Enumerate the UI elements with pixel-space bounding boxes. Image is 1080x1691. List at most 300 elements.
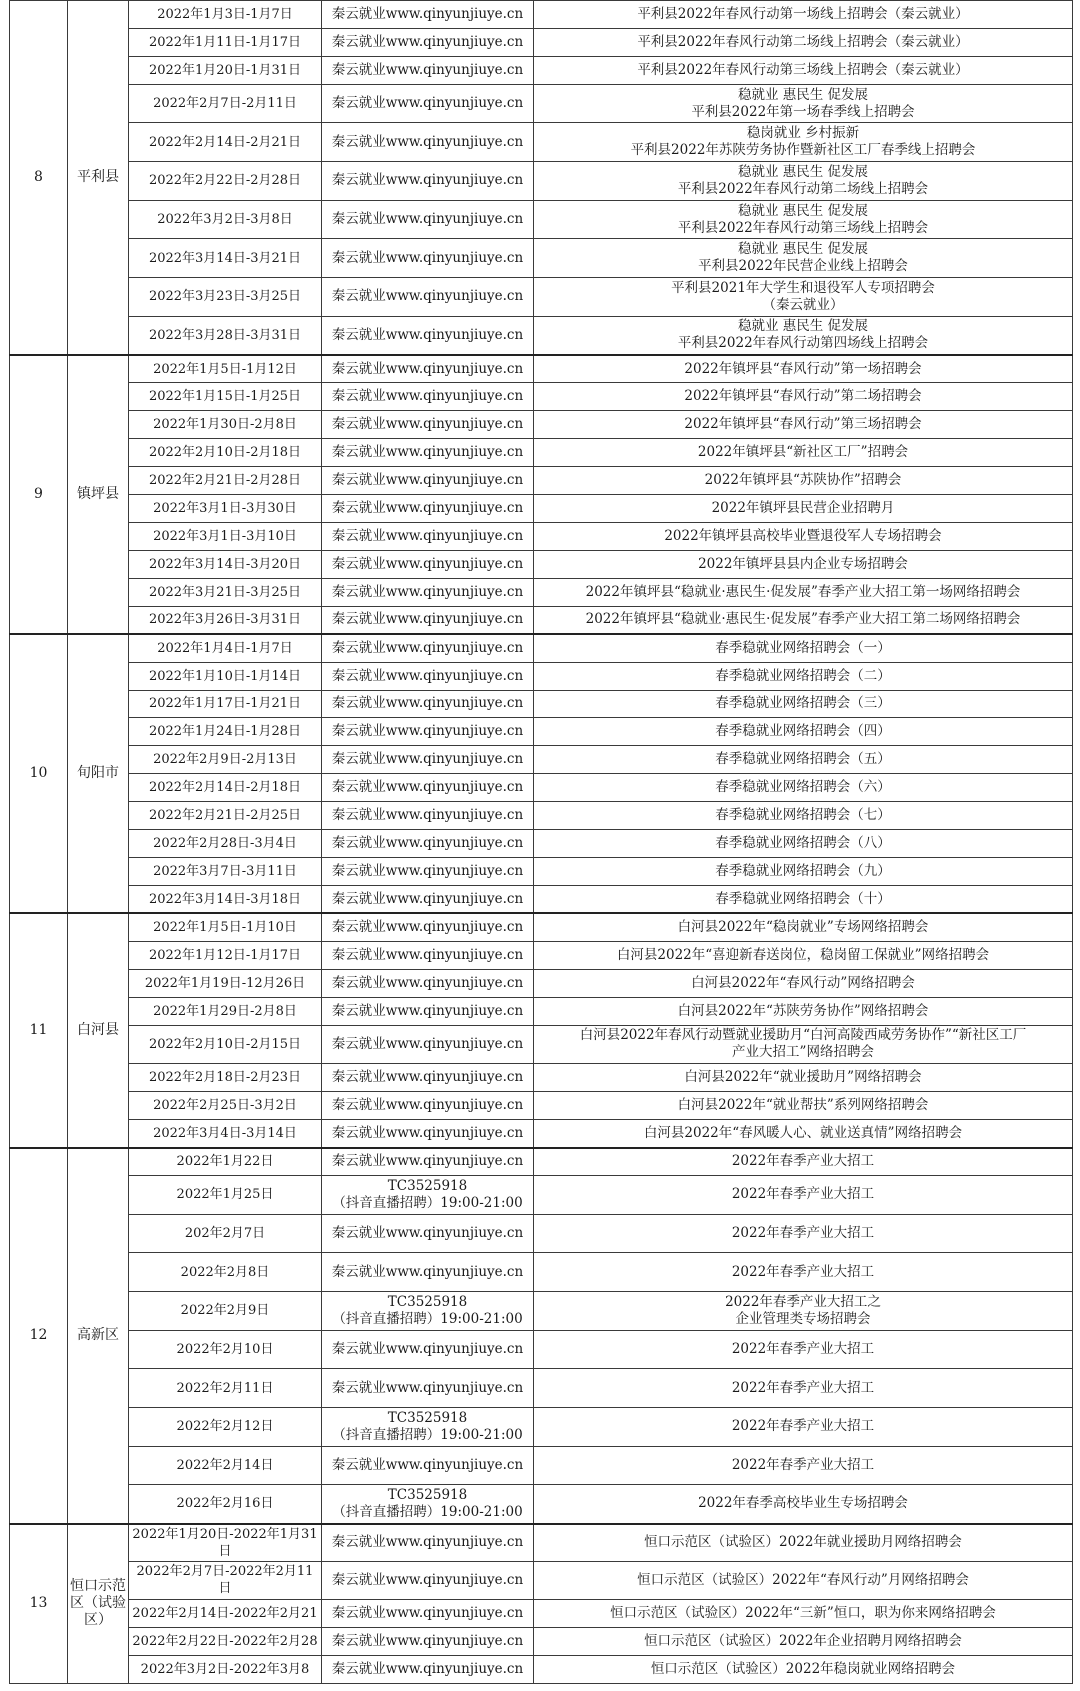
cell-line: 秦云就业www.qinyunjiuye.cn: [331, 1097, 524, 1114]
table-row: [10, 355, 1073, 383]
table-row: [10, 606, 1073, 634]
event-name: [534, 467, 1073, 495]
cell-line: 平利县2022年春风行动第二场线上招聘会: [677, 180, 929, 197]
event-time: 2022年2月10日-2月18日: [129, 439, 322, 467]
cell-line: 秦云就业www.qinyunjiuye.cn: [331, 527, 524, 544]
cell-line: 2022年春季产业大招工: [731, 1186, 875, 1203]
event-platform: [322, 718, 534, 746]
cell-line: 秦云就业www.qinyunjiuye.cn: [331, 388, 524, 405]
cell-line: 2022年春季产业大招工: [731, 1456, 875, 1473]
cell-line: 秦云就业www.qinyunjiuye.cn: [331, 1660, 524, 1677]
cell-line: 2022年镇坪县“苏陕协作”招聘会: [704, 472, 902, 489]
table-row: [10, 941, 1073, 969]
event-name: [534, 56, 1073, 84]
table-row: [10, 1485, 1073, 1524]
cell-line: 秦云就业www.qinyunjiuye.cn: [331, 172, 524, 189]
table-row: [10, 746, 1073, 774]
cell-line: 恒口示范区（试验区）2022年就业援助月网络招聘会: [644, 1534, 962, 1551]
cell-line: 春季稳就业网络招聘会（一）: [715, 639, 891, 656]
cell-line: 白河县2022年“喜迎新春送岗位，稳岗留工保就业”网络招聘会: [616, 946, 990, 963]
event-name: [534, 550, 1073, 578]
event-platform: [322, 411, 534, 439]
cell-line: 秦云就业www.qinyunjiuye.cn: [331, 1035, 524, 1052]
event-platform: [322, 239, 534, 278]
table-row: [10, 1214, 1073, 1253]
cell-line: 平利县2022年春风行动第二场线上招聘会（秦云就业）: [637, 33, 969, 50]
event-time: 2022年1月25日: [129, 1175, 322, 1214]
event-time: 2022年2月7日-2022年2月11日: [129, 1562, 322, 1600]
cell-line: TC3525918: [387, 1486, 468, 1503]
event-platform: [322, 578, 534, 606]
table-row: [10, 1253, 1073, 1292]
event-platform: [322, 941, 534, 969]
event-platform: [322, 56, 534, 84]
table-row: [10, 802, 1073, 830]
event-platform: [322, 662, 534, 690]
table-row: [10, 200, 1073, 239]
event-platform: [322, 606, 534, 634]
cell-line: 平利县2022年苏陕劳务协作暨新社区工厂春季线上招聘会: [630, 142, 976, 159]
event-name: [534, 411, 1073, 439]
cell-line: 平利县2022年春风行动第四场线上招聘会: [677, 335, 929, 352]
event-platform: [322, 1562, 534, 1600]
event-platform: [322, 316, 534, 355]
event-time: 2022年1月20日-2022年1月31日: [129, 1524, 322, 1562]
event-platform: [322, 1446, 534, 1485]
table-row: [10, 662, 1073, 690]
table-row: [10, 467, 1073, 495]
event-platform: [322, 1, 534, 29]
event-time: 2022年1月5日-1月10日: [129, 913, 322, 941]
event-name: [534, 1291, 1073, 1330]
cell-line: 2022年镇坪县高校毕业暨退役军人专场招聘会: [664, 527, 942, 544]
county-name: 平利县: [68, 1, 129, 355]
event-time: 2022年2月11日: [129, 1369, 322, 1408]
cell-line: 白河县2022年春风行动暨就业援助月“白河高陵西咸劳务协作”“新社区工厂: [579, 1027, 1027, 1044]
event-name: [534, 1064, 1073, 1092]
table-row: [10, 28, 1073, 56]
event-platform: [322, 802, 534, 830]
cell-line: 秦云就业www.qinyunjiuye.cn: [331, 1153, 524, 1170]
event-platform: [322, 550, 534, 578]
cell-line: 2022年镇坪县民营企业招聘月: [711, 500, 895, 517]
cell-line: 平利县2021年大学生和退役军人专项招聘会: [671, 279, 935, 296]
cell-line: 恒口示范区（试验区）2022年“春风行动”月网络招聘会: [637, 1571, 969, 1588]
event-name: [534, 690, 1073, 718]
cell-line: 2022年镇坪县“稳就业·惠民生·促发展”春季产业大招工第一场网络招聘会: [585, 583, 1021, 600]
table-body: [10, 1, 1073, 1684]
event-platform: [322, 634, 534, 662]
event-platform: [322, 1092, 534, 1120]
event-platform: [322, 1369, 534, 1408]
cell-line: 秦云就业www.qinyunjiuye.cn: [331, 416, 524, 433]
cell-line: 秦云就业www.qinyunjiuye.cn: [331, 444, 524, 461]
table-row: [10, 969, 1073, 997]
event-time: 2022年2月21日-2月25日: [129, 802, 322, 830]
event-name: [534, 941, 1073, 969]
event-name: [534, 1253, 1073, 1292]
event-name: [534, 858, 1073, 886]
table-row: [10, 1120, 1073, 1148]
cell-line: 稳就业 惠民生 促发展: [737, 202, 869, 219]
event-time: 2022年2月28日-3月4日: [129, 830, 322, 858]
table-row: [10, 718, 1073, 746]
event-time: 2022年3月26日-3月31日: [129, 606, 322, 634]
table-row: [10, 123, 1073, 162]
event-platform: [322, 495, 534, 523]
event-platform: [322, 200, 534, 239]
cell-line: 秦云就业www.qinyunjiuye.cn: [331, 779, 524, 796]
cell-line: 白河县2022年“春风暖人心、就业送真情”网络招聘会: [643, 1124, 963, 1141]
event-name: [534, 718, 1073, 746]
cell-line: 秦云就业www.qinyunjiuye.cn: [331, 946, 524, 963]
cell-line: 春季稳就业网络招聘会（二）: [715, 667, 891, 684]
cell-line: 白河县2022年“春风行动”网络招聘会: [691, 974, 915, 991]
event-platform: [322, 690, 534, 718]
event-platform: [322, 746, 534, 774]
event-platform: [322, 1291, 534, 1330]
table-row: [10, 1064, 1073, 1092]
cell-line: 秦云就业www.qinyunjiuye.cn: [331, 974, 524, 991]
event-platform: [322, 858, 534, 886]
event-time: 2022年2月7日-2月11日: [129, 84, 322, 123]
event-time: 2022年2月18日-2月23日: [129, 1064, 322, 1092]
table-row: [10, 278, 1073, 317]
cell-line: 企业管理类专场招聘会: [735, 1310, 871, 1327]
cell-line: 秦云就业www.qinyunjiuye.cn: [331, 1069, 524, 1086]
table-row: [10, 1092, 1073, 1120]
cell-line: 2022年镇坪县“春风行动”第二场招聘会: [684, 388, 922, 405]
event-name: [534, 774, 1073, 802]
event-platform: [322, 1655, 534, 1683]
cell-line: 2022年春季产业大招工: [731, 1418, 875, 1435]
event-time: 2022年3月7日-3月11日: [129, 858, 322, 886]
event-name: [534, 1446, 1073, 1485]
event-platform: [322, 1253, 534, 1292]
table-row: [10, 1330, 1073, 1369]
event-platform: [322, 1599, 534, 1627]
cell-line: 平利县2022年春风行动第一场线上招聘会（秦云就业）: [637, 5, 969, 22]
cell-line: 平利县2022年春风行动第三场线上招聘会: [677, 219, 929, 236]
event-name: [534, 439, 1073, 467]
cell-line: 2022年春季产业大招工之: [725, 1293, 881, 1310]
recruitment-schedule-table: [9, 0, 1073, 1684]
event-time: 2022年2月22日-2月28日: [129, 162, 322, 201]
cell-line: 秦云就业www.qinyunjiuye.cn: [331, 500, 524, 517]
cell-line: 秦云就业www.qinyunjiuye.cn: [331, 1571, 524, 1588]
event-time: 2022年2月14日-2月21日: [129, 123, 322, 162]
event-time: 2022年1月11日-1月17日: [129, 28, 322, 56]
event-platform: [322, 1214, 534, 1253]
event-name: [534, 1148, 1073, 1176]
event-name: [534, 355, 1073, 383]
event-time: 2022年3月4日-3月14日: [129, 1120, 322, 1148]
event-name: [534, 1485, 1073, 1524]
event-name: [534, 1214, 1073, 1253]
event-name: [534, 1, 1073, 29]
event-platform: [322, 1407, 534, 1446]
cell-line: 2022年春季产业大招工: [731, 1153, 875, 1170]
table-row: [10, 1148, 1073, 1176]
event-platform: [322, 355, 534, 383]
table-row: [10, 913, 1073, 941]
cell-line: 恒口示范区（试验区）2022年企业招聘月网络招聘会: [644, 1632, 962, 1649]
event-platform: [322, 467, 534, 495]
event-name: [534, 84, 1073, 123]
cell-line: 2022年镇坪县“春风行动”第三场招聘会: [684, 416, 922, 433]
cell-line: （抖音直播招聘）19:00-21:00: [332, 1426, 523, 1443]
cell-line: 秦云就业www.qinyunjiuye.cn: [331, 555, 524, 572]
cell-line: 秦云就业www.qinyunjiuye.cn: [331, 249, 524, 266]
event-time: 2022年3月21日-3月25日: [129, 578, 322, 606]
event-time: 2022年1月29日-2月8日: [129, 997, 322, 1025]
table-row: [10, 316, 1073, 355]
event-name: [534, 383, 1073, 411]
cell-line: 平利县2022年第一场春季线上招聘会: [691, 103, 915, 120]
event-platform: [322, 1485, 534, 1524]
table-row: [10, 162, 1073, 201]
cell-line: 春季稳就业网络招聘会（六）: [715, 779, 891, 796]
cell-line: 秦云就业www.qinyunjiuye.cn: [331, 360, 524, 377]
event-time: 2022年1月4日-1月7日: [129, 634, 322, 662]
event-platform: [322, 1025, 534, 1064]
event-time: 2022年1月15日-1月25日: [129, 383, 322, 411]
table-row: [10, 997, 1073, 1025]
cell-line: 白河县2022年“就业援助月”网络招聘会: [684, 1069, 922, 1086]
cell-line: 秦云就业www.qinyunjiuye.cn: [331, 863, 524, 880]
table-row: [10, 239, 1073, 278]
table-row: [10, 885, 1073, 913]
table-row: [10, 1562, 1073, 1600]
event-time: 2022年2月12日: [129, 1407, 322, 1446]
cell-line: 2022年春季产业大招工: [731, 1340, 875, 1357]
event-platform: [322, 123, 534, 162]
cell-line: 稳就业 惠民生 促发展: [737, 86, 869, 103]
event-time: 2022年3月2日-3月8日: [129, 200, 322, 239]
cell-line: 秦云就业www.qinyunjiuye.cn: [331, 33, 524, 50]
group-number: 13: [10, 1524, 68, 1684]
table-row: [10, 523, 1073, 551]
event-name: [534, 662, 1073, 690]
cell-line: （抖音直播招聘）19:00-21:00: [332, 1194, 523, 1211]
cell-line: 春季稳就业网络招聘会（七）: [715, 807, 891, 824]
table-row: [10, 411, 1073, 439]
cell-line: 秦云就业www.qinyunjiuye.cn: [331, 61, 524, 78]
event-time: 2022年1月24日-1月28日: [129, 718, 322, 746]
table-row: [10, 690, 1073, 718]
cell-line: （秦云就业）: [762, 296, 844, 313]
cell-line: 恒口示范区（试验区）2022年“三新”恒口，职为你来网络招聘会: [610, 1604, 996, 1621]
table-row: [10, 495, 1073, 523]
event-name: [534, 634, 1073, 662]
event-name: [534, 746, 1073, 774]
table-row: [10, 1627, 1073, 1655]
event-time: 2022年2月14日-2022年2月21: [129, 1599, 322, 1627]
event-time: 2022年2月10日: [129, 1330, 322, 1369]
cell-line: 秦云就业www.qinyunjiuye.cn: [331, 1604, 524, 1621]
cell-line: 稳就业 惠民生 促发展: [737, 163, 869, 180]
table-row: [10, 383, 1073, 411]
cell-line: 2022年春季产业大招工: [731, 1379, 875, 1396]
table-row: [10, 439, 1073, 467]
event-time: 2022年3月28日-3月31日: [129, 316, 322, 355]
cell-line: 白河县2022年“就业帮扶”系列网络招聘会: [677, 1097, 929, 1114]
table-row: [10, 1524, 1073, 1562]
cell-line: 稳就业 惠民生 促发展: [737, 241, 869, 258]
cell-line: 秦云就业www.qinyunjiuye.cn: [331, 288, 524, 305]
event-platform: [322, 439, 534, 467]
table-row: [10, 550, 1073, 578]
cell-line: 2022年镇坪县县内企业专场招聘会: [698, 555, 908, 572]
event-platform: [322, 1627, 534, 1655]
cell-line: 春季稳就业网络招聘会（三）: [715, 695, 891, 712]
event-platform: [322, 1330, 534, 1369]
event-time: 2022年1月19日-12月26日: [129, 969, 322, 997]
cell-line: 秦云就业www.qinyunjiuye.cn: [331, 835, 524, 852]
cell-line: 秦云就业www.qinyunjiuye.cn: [331, 1224, 524, 1241]
group-number: 11: [10, 913, 68, 1147]
cell-line: 春季稳就业网络招聘会（四）: [715, 723, 891, 740]
event-name: [534, 606, 1073, 634]
event-time: 2022年3月14日-3月20日: [129, 550, 322, 578]
table-row: [10, 56, 1073, 84]
table-row: [10, 84, 1073, 123]
cell-line: 秦云就业www.qinyunjiuye.cn: [331, 1340, 524, 1357]
event-platform: [322, 383, 534, 411]
event-name: [534, 1369, 1073, 1408]
event-name: [534, 28, 1073, 56]
cell-line: 秦云就业www.qinyunjiuye.cn: [331, 95, 524, 112]
table-row: [10, 1175, 1073, 1214]
event-name: [534, 162, 1073, 201]
event-name: [534, 123, 1073, 162]
cell-line: 2022年镇坪县“春风行动”第一场招聘会: [684, 360, 922, 377]
cell-line: 秦云就业www.qinyunjiuye.cn: [331, 1263, 524, 1280]
event-name: [534, 495, 1073, 523]
event-time: 2022年2月10日-2月15日: [129, 1025, 322, 1064]
event-time: 2022年3月14日-3月21日: [129, 239, 322, 278]
table-row: [10, 830, 1073, 858]
event-name: [534, 239, 1073, 278]
event-name: [534, 1120, 1073, 1148]
county-name: 旬阳市: [68, 634, 129, 913]
table-row: [10, 1, 1073, 29]
table-row: [10, 1291, 1073, 1330]
event-name: [534, 969, 1073, 997]
event-platform: [322, 1148, 534, 1176]
event-platform: [322, 1120, 534, 1148]
cell-line: 恒口示范区（试验区）2022年稳岗就业网络招聘会: [650, 1660, 956, 1677]
county-name: 白河县: [68, 913, 129, 1147]
cell-line: TC3525918: [387, 1293, 468, 1310]
event-name: [534, 1407, 1073, 1446]
table-row: [10, 1369, 1073, 1408]
cell-line: 秦云就业www.qinyunjiuye.cn: [331, 1534, 524, 1551]
event-platform: [322, 885, 534, 913]
table-row: [10, 1446, 1073, 1485]
table-row: [10, 858, 1073, 886]
event-name: [534, 1175, 1073, 1214]
cell-line: 秦云就业www.qinyunjiuye.cn: [331, 723, 524, 740]
event-name: [534, 1025, 1073, 1064]
cell-line: 春季稳就业网络招聘会（八）: [715, 835, 891, 852]
cell-line: 春季稳就业网络招聘会（十）: [715, 890, 891, 907]
group-number: 12: [10, 1148, 68, 1524]
event-platform: [322, 969, 534, 997]
event-time: 2022年1月5日-1月12日: [129, 355, 322, 383]
group-number: 8: [10, 1, 68, 355]
cell-line: 春季稳就业网络招聘会（五）: [715, 751, 891, 768]
event-time: 2022年2月21日-2月28日: [129, 467, 322, 495]
event-name: [534, 830, 1073, 858]
event-name: [534, 1562, 1073, 1600]
event-name: [534, 913, 1073, 941]
event-time: 2022年2月8日: [129, 1253, 322, 1292]
cell-line: 秦云就业www.qinyunjiuye.cn: [331, 1124, 524, 1141]
event-name: [534, 1330, 1073, 1369]
event-time: 2022年1月17日-1月21日: [129, 690, 322, 718]
event-time: 2022年2月9日-2月13日: [129, 746, 322, 774]
event-name: [534, 523, 1073, 551]
cell-line: 秦云就业www.qinyunjiuye.cn: [331, 583, 524, 600]
event-time: 2022年1月22日: [129, 1148, 322, 1176]
event-name: [534, 1655, 1073, 1683]
cell-line: 秦云就业www.qinyunjiuye.cn: [331, 751, 524, 768]
event-name: [534, 316, 1073, 355]
event-name: [534, 802, 1073, 830]
cell-line: 2022年春季产业大招工: [731, 1224, 875, 1241]
event-time: 2022年1月12日-1月17日: [129, 941, 322, 969]
event-platform: [322, 1175, 534, 1214]
cell-line: 秦云就业www.qinyunjiuye.cn: [331, 639, 524, 656]
cell-line: 秦云就业www.qinyunjiuye.cn: [331, 919, 524, 936]
cell-line: 平利县2022年民营企业线上招聘会: [698, 258, 908, 275]
event-name: [534, 1627, 1073, 1655]
event-name: [534, 578, 1073, 606]
cell-line: 秦云就业www.qinyunjiuye.cn: [331, 667, 524, 684]
county-name: 恒口示范区（试验区）: [68, 1524, 129, 1684]
cell-line: 秦云就业www.qinyunjiuye.cn: [331, 133, 524, 150]
cell-line: 产业大招工”网络招聘会: [732, 1044, 874, 1061]
cell-line: 秦云就业www.qinyunjiuye.cn: [331, 890, 524, 907]
cell-line: 平利县2022年春风行动第三场线上招聘会（秦云就业）: [637, 61, 969, 78]
cell-line: TC3525918: [387, 1177, 468, 1194]
cell-line: 秦云就业www.qinyunjiuye.cn: [331, 1632, 524, 1649]
event-name: [534, 997, 1073, 1025]
group-number: 10: [10, 634, 68, 913]
event-time: 2022年1月10日-1月14日: [129, 662, 322, 690]
event-time: 2022年1月3日-1月7日: [129, 1, 322, 29]
event-platform: [322, 84, 534, 123]
event-platform: [322, 162, 534, 201]
event-time: 2022年3月2日-2022年3月8: [129, 1655, 322, 1683]
cell-line: 2022年春季高校毕业生专场招聘会: [698, 1495, 908, 1512]
event-time: 2022年2月22日-2022年2月28: [129, 1627, 322, 1655]
event-platform: [322, 830, 534, 858]
event-platform: [322, 523, 534, 551]
event-name: [534, 200, 1073, 239]
county-name: 高新区: [68, 1148, 129, 1524]
group-number: 9: [10, 355, 68, 634]
event-name: [534, 1599, 1073, 1627]
table-row: [10, 1599, 1073, 1627]
cell-line: （抖音直播招聘）19:00-21:00: [332, 1503, 523, 1520]
cell-line: 秦云就业www.qinyunjiuye.cn: [331, 1379, 524, 1396]
cell-line: 秦云就业www.qinyunjiuye.cn: [331, 211, 524, 228]
event-platform: [322, 1524, 534, 1562]
event-platform: [322, 913, 534, 941]
event-time: 2022年3月1日-3月30日: [129, 495, 322, 523]
